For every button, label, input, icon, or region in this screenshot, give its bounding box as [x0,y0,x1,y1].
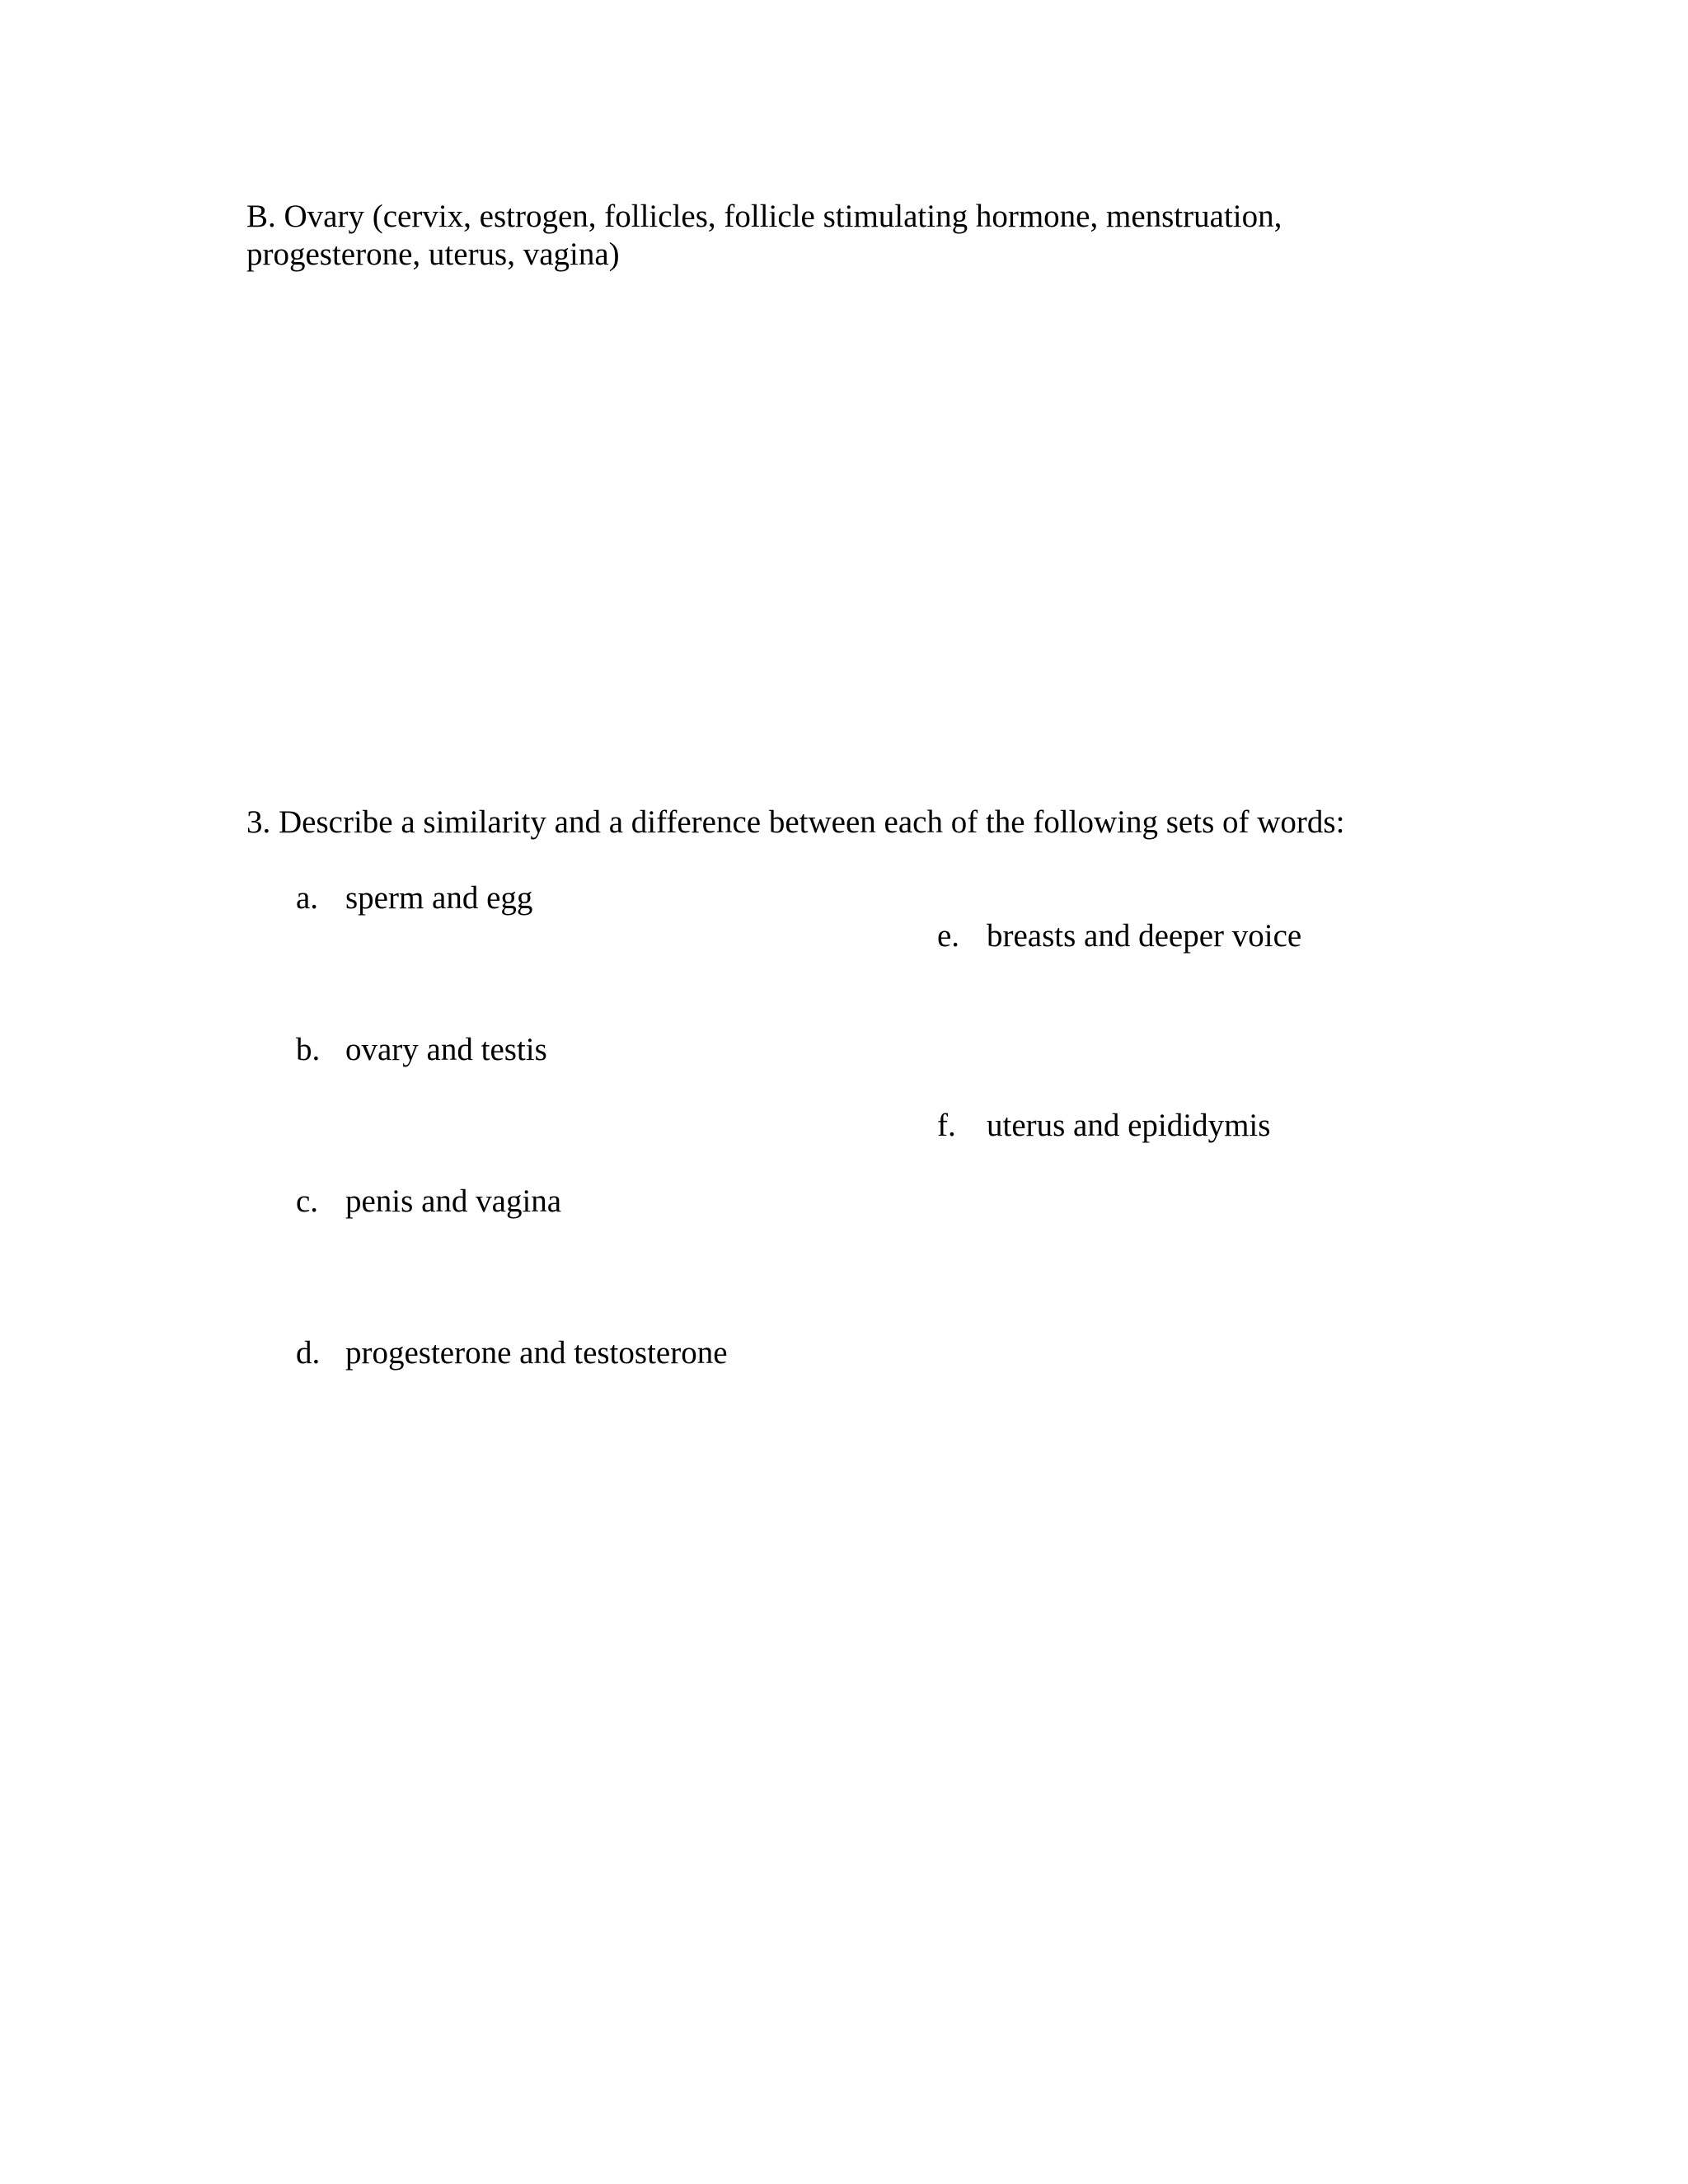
item-letter: c. [296,1183,319,1219]
item-label: breasts and deeper voice [987,918,1302,954]
item-letter: f. [937,1108,956,1143]
item-label: ovary and testis [345,1032,547,1067]
item-label: progesterone and testosterone [345,1335,728,1371]
question-3-prompt: 3. Describe a similarity and a difference between each of the following sets of words: [246,804,1345,840]
item-letter: e. [937,918,960,954]
item-label: sperm and egg [345,880,533,916]
item-letter: d. [296,1335,321,1371]
section-b-heading: B. Ovary (cervix, estrogen, follicles, follicle stimulating hormone, menstruation, progesterone, uterus, vagina) [246,199,1282,272]
item-label: uterus and epididymis [987,1108,1271,1143]
item-letter: a. [296,880,319,916]
item-letter: b. [296,1032,321,1067]
item-label: penis and vagina [345,1183,562,1219]
